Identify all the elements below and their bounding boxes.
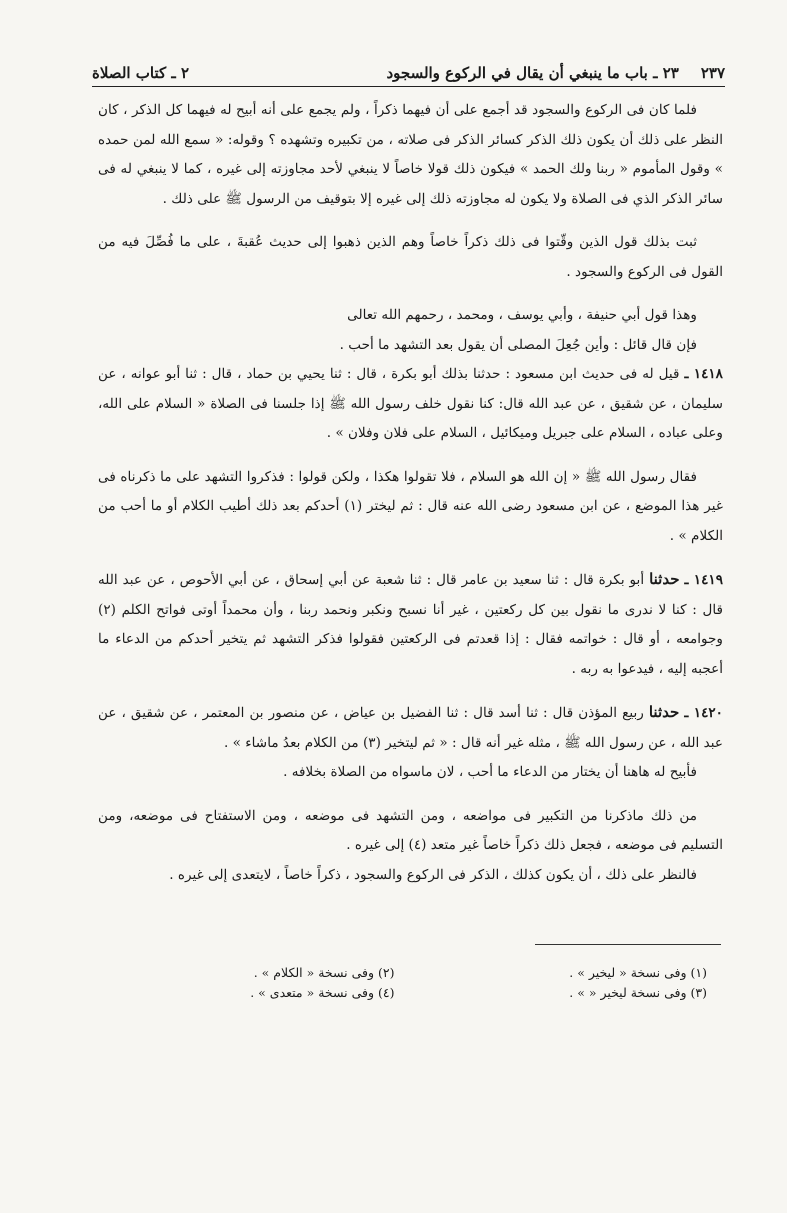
page-info — [386, 64, 725, 82]
hadith-number: ١٤١٩ ـ — [684, 572, 724, 588]
hadith-1420 — [98, 698, 723, 758]
paragraph: فلما كان فى الركوع والسجود قد أجمع على أن فيهما ذكراً ، ولم يجمع على أنه أبيح له فيهما كل الذكر ، كان النظر على ذلك أن يكون ذلك الذكر كسائر الذكر فى صلاته ، من تكبيره وتشهده ؟ وقوله: « سمع الله لمن حمده » وقول المأموم « ربنا ولك الحمد » فيكون ذلك قولا خاصاً لا ينبغي لأحد مجاوزته إلى غيره ، كما لا ينبغي له فى سائر الذكر الذي فى الصلاة ولا يكون له مجاوزته ذلك إلى غيره إلا بتوقيف من الرسول ﷺ على ذلك . — [98, 102, 723, 207]
narration-marker: حدثنا — [649, 570, 680, 588]
page-number: ٢٣٧ — [700, 64, 725, 82]
hadith-text: قيل له فى حديث ابن مسعود : حدثنا بذلك أبو بكرة ، قال : ثنا يحيي بن حماد ، قال : ثنا أبو عوانه ، عن سليمان ، عن شقيق ، عن عبد الله قال: كنا نقول خلف رسول الله ﷺ إذا جلسنا فى الصلاة « السلام على الله، وعلى عباده ، السلام على جبريل وميكائيل ، السلام على فلان وفلان » . — [98, 366, 723, 441]
paragraph: ثبت بذلك قول الذين وقّتوا فى ذلك ذكراً خاصاً وهم الذين ذهبوا إلى حديث عُقبةَ ، على ما فُصِّلَ فيه من القول فى الركوع والسجود . — [98, 234, 723, 280]
footnote-4: (٤) وفى نسخة « متعدى » . — [250, 985, 395, 1000]
narration-marker: حدثنا — [648, 703, 680, 721]
hadith-1418 — [98, 360, 723, 449]
paragraph: وهذا قول أبي حنيفة ، وأبي يوسف ، ومحمد ، رحمهم الله تعالى — [347, 307, 697, 323]
chapter-title-text: ٢ ـ كتاب الصلاة — [92, 64, 190, 82]
hadith-number: ١٤٢٠ ـ — [684, 705, 723, 721]
paragraph: فأبيح له هاهنا أن يختار من الدعاء ما أحب ، لان ماسواه من الصلاة بخلافه . — [283, 764, 697, 780]
body-text — [98, 96, 723, 890]
paragraph: من ذلك ماذكرنا من التكبير فى مواضعه ، ومن التشهد فى موضعه ، ومن الاستفتاح فى موضعه، ومن التسليم فى موضعه ، فجعل ذلك ذكراً خاصاً غير متعد (٤) إلى غيره . — [98, 807, 723, 853]
paragraph: فالنظر على ذلك ، أن يكون كذلك ، الذكر فى الركوع والسجود ، ذكراً خاصاً ، لايتعدى إلى غيره . — [169, 866, 697, 883]
hadith-text: ربيع المؤذن قال : ثنا أسد قال : ثنا الفضيل بن عياض ، عن منصور بن المعتمر ، عن شقيق ، عن عبد الله ، عن رسول الله ﷺ ، مثله غير أنه قال : « ثم ليتخير (٣) من الكلام بعدُ ماشاء » . — [98, 705, 723, 751]
paragraph: فإن قال قائل : وأين جُعِلَ المصلى أن يقول بعد التشهد ما أحب . — [339, 336, 697, 353]
hadith-number: ١٤١٨ ـ — [684, 366, 723, 382]
hadith-text: أبو بكرة قال : ثنا سعيد بن عامر قال : ثنا شعبة عن أبي إسحاق ، عن أبي الأحوص ، عن عبد الله قال : كنا لا ندرى ما نقول بين كل ركعتين ، غير أنا نسبح ونكبر ونحمد ربنا ، وأن محمداً أوتى فواتح الكلم (٢) وجوامعه ، أو قال : خواتمه فقال : إذا قعدتم فى الركعتين فقولوا فذكر التشهد ثم يتخير أحدكم من الدعاء ما أعجبه إليه ، فيدعوا به ربه . — [98, 572, 723, 677]
chapter-title — [92, 64, 189, 82]
paragraph: فقال رسول الله ﷺ « إن الله هو السلام ، فلا تقولوا هكذا ، ولكن قولوا : فذكروا التشهد على ما ذكرناه فى غير هذا الموضع ، عن ابن مسعود رضى الله عنه قال : ثم ليختر (١) أحدكم بعد ذلك أطيب الكلام أو ما أحب من الكلام » . — [98, 468, 723, 544]
footnotes — [112, 945, 707, 1003]
page-header — [92, 60, 725, 87]
footnote-2: (٢) وفى نسخة « الكلام » . — [253, 965, 395, 980]
hadith-1419 — [98, 565, 723, 684]
footnote-3: (٣) وفى نسخة ليخير « » . — [569, 985, 707, 1000]
footnote-1: (١) وفى نسخة « ليخير » . — [569, 965, 707, 980]
section-title: ٢٣ ـ باب ما ينبغي أن يقال في الركوع والسجود — [386, 64, 679, 82]
